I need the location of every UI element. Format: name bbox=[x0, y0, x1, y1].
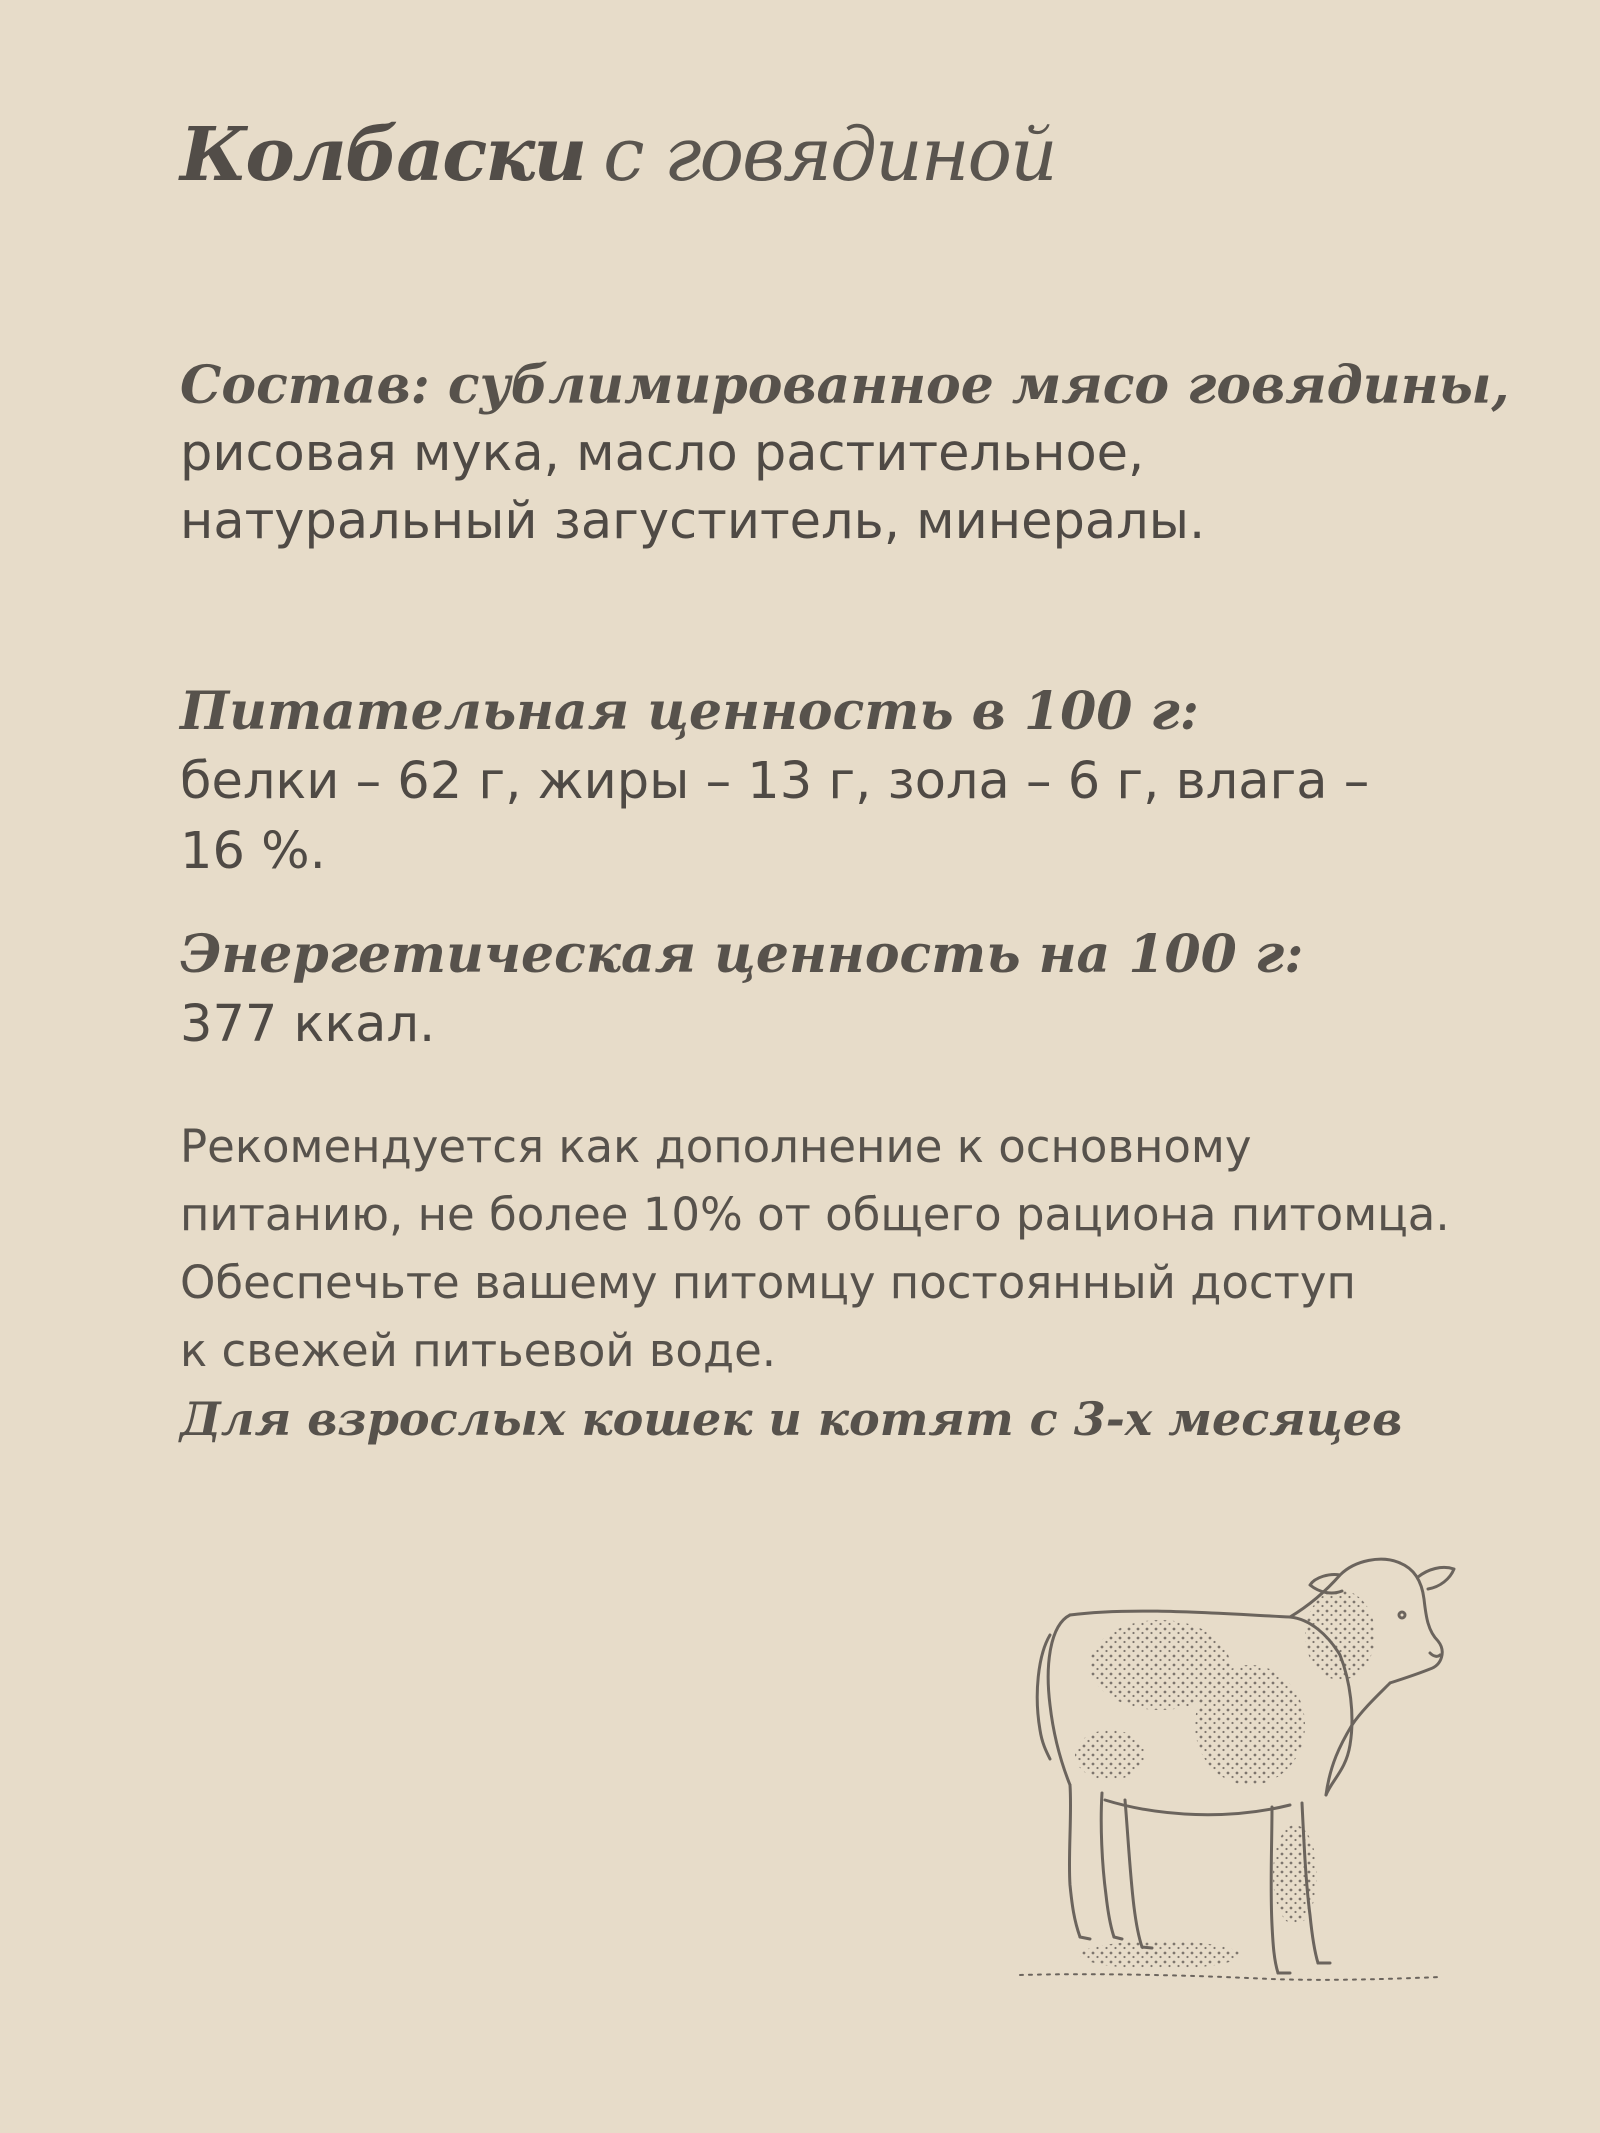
nutrition-label: Питательная ценность в 100 г: bbox=[180, 681, 1200, 742]
nutrition-values: белки – 62 г, жиры – 13 г, зола – 6 г, влага – bbox=[180, 752, 1370, 811]
composition-line: рисовая мука, масло растительное, bbox=[180, 424, 1145, 483]
composition-lead: сублимированное мясо говядины, bbox=[447, 355, 1510, 416]
audience-note: Для взрослых кошек и котят с 3-х месяцев bbox=[180, 1392, 1403, 1446]
composition-line: натуральный загуститель, минералы. bbox=[180, 492, 1206, 551]
calf-icon bbox=[1010, 1555, 1480, 2025]
title-main: Колбаски bbox=[180, 112, 586, 198]
title-sub: с говядиной bbox=[603, 112, 1056, 198]
composition-label: Состав: bbox=[180, 355, 430, 416]
recommendation-line: Рекомендуется как дополнение к основному bbox=[180, 1120, 1252, 1173]
composition-heading bbox=[180, 352, 1540, 420]
energy-label: Энергетическая ценность на 100 г: bbox=[180, 924, 1304, 985]
energy-value: 377 ккал. bbox=[180, 995, 436, 1054]
page-title bbox=[180, 112, 1056, 198]
composition-section bbox=[180, 352, 1540, 556]
energy-section bbox=[180, 920, 1540, 1060]
recommendation-line: питанию, не более 10% от общего рациона питомца. bbox=[180, 1188, 1450, 1241]
recommendation-line: к свежей питьевой воде. bbox=[180, 1324, 777, 1377]
nutrition-moisture: 16 %. bbox=[180, 822, 326, 881]
recommendation-line: Обеспечьте вашему питомцу постоянный доступ bbox=[180, 1256, 1356, 1309]
nutrition-section bbox=[180, 677, 1540, 887]
recommendation-section bbox=[180, 1113, 1540, 1453]
